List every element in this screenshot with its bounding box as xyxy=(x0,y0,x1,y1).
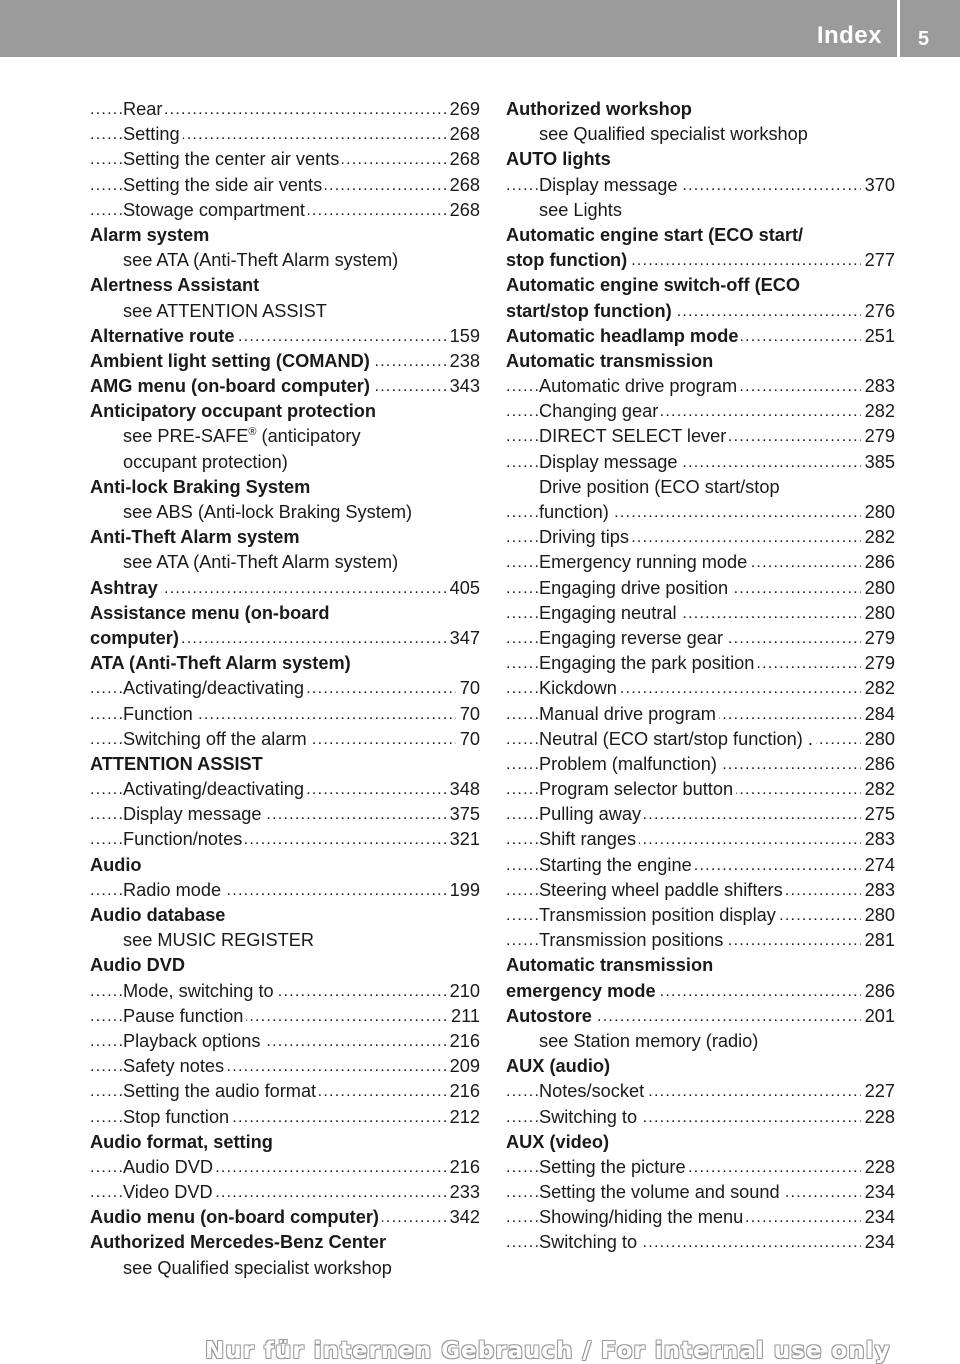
index-entry xyxy=(506,450,895,475)
index-entry xyxy=(506,1054,895,1079)
footer-watermark: Nur für internen Gebrauch / For internal use only xyxy=(205,1338,891,1364)
page-ref: 286 xyxy=(861,550,895,575)
page-ref: 283 xyxy=(861,827,895,852)
index-entry xyxy=(90,1155,480,1180)
index-entry xyxy=(506,1155,895,1180)
index-entry xyxy=(90,173,480,198)
page-ref: 233 xyxy=(446,1180,480,1205)
page-ref: 283 xyxy=(861,878,895,903)
index-entry xyxy=(90,752,480,777)
index-entry xyxy=(90,273,480,298)
entry-text: see ATA (Anti-Theft Alarm system) xyxy=(123,250,401,270)
entry-text: Program selector button xyxy=(539,779,736,799)
entry-text: Authorized Mercedes-Benz Center xyxy=(90,1232,389,1252)
index-entry xyxy=(506,651,895,676)
entry-text: Activating/deactivating xyxy=(123,779,307,799)
index-entry xyxy=(90,299,480,324)
entry-text: Driving tips xyxy=(539,527,632,547)
index-entry xyxy=(506,878,895,903)
index-column-right xyxy=(506,97,895,1256)
entry-text: see PRE-SAFE® (anticipatory xyxy=(123,426,364,446)
index-entry xyxy=(90,1105,480,1130)
page-ref: 321 xyxy=(446,827,480,852)
index-entry xyxy=(506,223,895,248)
index-entry xyxy=(90,853,480,878)
index-entry xyxy=(506,299,895,324)
page-ref: 280 xyxy=(861,727,895,752)
entry-text: Switching off the alarm xyxy=(123,729,310,749)
entry-text: Anticipatory occupant protection xyxy=(90,401,379,421)
entry-text: Autostore xyxy=(506,1006,595,1026)
index-entry xyxy=(506,1205,895,1230)
index-entry xyxy=(90,802,480,827)
entry-text: stop function) xyxy=(506,250,630,270)
page-ref: 286 xyxy=(861,752,895,777)
index-entry xyxy=(90,827,480,852)
header-divider xyxy=(897,0,900,57)
index-entry xyxy=(90,601,480,626)
entry-text: AUX (audio) xyxy=(506,1056,613,1076)
entry-text: Notes/socket xyxy=(539,1081,647,1101)
entry-text: Automatic engine start (ECO start/ xyxy=(506,225,806,245)
index-entry xyxy=(90,450,480,475)
page-ref: 216 xyxy=(446,1079,480,1104)
entry-text: Setting the center air vents xyxy=(123,149,342,169)
index-entry xyxy=(90,97,480,122)
index-entry xyxy=(90,676,480,701)
index-entry xyxy=(506,550,895,575)
index-entry xyxy=(506,500,895,525)
entry-text: see MUSIC REGISTER xyxy=(123,930,317,950)
index-entry xyxy=(90,349,480,374)
page-ref: 234 xyxy=(861,1230,895,1255)
entry-text: AMG menu (on-board computer) xyxy=(90,376,373,396)
page-ref: 280 xyxy=(861,601,895,626)
entry-text: Alarm system xyxy=(90,225,212,245)
index-entry xyxy=(506,525,895,550)
page-ref: 375 xyxy=(446,802,480,827)
index-entry xyxy=(90,1205,480,1230)
page-ref: 159 xyxy=(446,324,480,349)
index-column-left xyxy=(90,97,480,1281)
index-entry xyxy=(90,198,480,223)
page-ref: 216 xyxy=(446,1155,480,1180)
entry-text: Display message xyxy=(123,804,264,824)
index-entry xyxy=(506,1180,895,1205)
entry-text: Audio DVD xyxy=(90,955,188,975)
page-ref: 268 xyxy=(446,173,480,198)
index-entry xyxy=(90,1079,480,1104)
entry-text: ATTENTION ASSIST xyxy=(90,754,266,774)
index-entry xyxy=(90,626,480,651)
entry-text: AUX (video) xyxy=(506,1132,612,1152)
entry-text: Drive position (ECO start/stop xyxy=(539,477,783,497)
index-entry xyxy=(506,802,895,827)
entry-text: Pause function xyxy=(123,1006,246,1026)
entry-text: Neutral (ECO start/stop function) . xyxy=(539,729,816,749)
page-ref: 274 xyxy=(861,853,895,878)
index-entry xyxy=(90,424,480,449)
index-entry xyxy=(506,777,895,802)
index-entry xyxy=(506,1105,895,1130)
index-entry xyxy=(90,1054,480,1079)
page-ref: 268 xyxy=(446,147,480,172)
index-entry xyxy=(90,1180,480,1205)
index-entry xyxy=(506,198,895,223)
index-entry xyxy=(506,349,895,374)
index-entry xyxy=(90,953,480,978)
entry-text: Video DVD xyxy=(123,1182,216,1202)
index-entry xyxy=(506,273,895,298)
entry-text: Stowage compartment xyxy=(123,200,308,220)
page-ref: 227 xyxy=(861,1079,895,1104)
page-ref: 385 xyxy=(861,450,895,475)
entry-text: Setting the volume and sound xyxy=(539,1182,783,1202)
index-entry xyxy=(506,601,895,626)
entry-text: DIRECT SELECT lever xyxy=(539,426,729,446)
entry-text: Automatic transmission xyxy=(506,955,716,975)
index-entry xyxy=(506,1029,895,1054)
entry-text: Audio DVD xyxy=(123,1157,216,1177)
page-ref: 280 xyxy=(861,576,895,601)
page-ref: 279 xyxy=(861,651,895,676)
entry-text: Transmission positions xyxy=(539,930,726,950)
index-entry xyxy=(90,374,480,399)
entry-text: emergency mode xyxy=(506,981,659,1001)
entry-text: Alertness Assistant xyxy=(90,275,262,295)
index-entry xyxy=(90,903,480,928)
page-ref: 275 xyxy=(861,802,895,827)
index-entry xyxy=(90,1256,480,1281)
page-ref: 282 xyxy=(861,525,895,550)
index-entry xyxy=(506,1130,895,1155)
index-entry xyxy=(90,147,480,172)
entry-text: Rear xyxy=(123,99,165,119)
index-entry xyxy=(90,500,480,525)
entry-text: see Qualified specialist workshop xyxy=(539,124,811,144)
entry-text: Switching to xyxy=(539,1232,640,1252)
entry-text: Engaging drive position xyxy=(539,578,731,598)
entry-text: Activating/deactivating xyxy=(123,678,307,698)
entry-text: Pulling away xyxy=(539,804,644,824)
entry-text: Alternative route xyxy=(90,326,238,346)
index-entry xyxy=(90,1004,480,1029)
page-ref: 70 xyxy=(456,702,480,727)
entry-text: Display message xyxy=(539,452,680,472)
index-entry xyxy=(90,928,480,953)
entry-text: Showing/hiding the menu xyxy=(539,1207,746,1227)
entry-text: ATA (Anti-Theft Alarm system) xyxy=(90,653,354,673)
index-entry xyxy=(506,1079,895,1104)
index-entry xyxy=(506,173,895,198)
entry-text: occupant protection) xyxy=(123,452,291,472)
entry-text: Starting the engine xyxy=(539,855,695,875)
page-ref: 228 xyxy=(861,1105,895,1130)
entry-text: Switching to xyxy=(539,1107,640,1127)
page-ref: 212 xyxy=(446,1105,480,1130)
page-ref: 70 xyxy=(456,676,480,701)
page-ref: 281 xyxy=(861,928,895,953)
index-entry xyxy=(506,248,895,273)
index-entry xyxy=(506,374,895,399)
entry-text: Manual drive program xyxy=(539,704,719,724)
entry-text: Kickdown xyxy=(539,678,620,698)
page-ref: 282 xyxy=(861,399,895,424)
index-entry xyxy=(90,248,480,273)
entry-text: Stop function xyxy=(123,1107,232,1127)
entry-text: Setting the picture xyxy=(539,1157,689,1177)
page-ref: 343 xyxy=(446,374,480,399)
index-entry xyxy=(506,97,895,122)
page-ref: 370 xyxy=(861,173,895,198)
entry-text: Automatic drive program xyxy=(539,376,740,396)
page-ref: 199 xyxy=(446,878,480,903)
index-entry xyxy=(506,903,895,928)
page-ref: 282 xyxy=(861,676,895,701)
entry-text: Steering wheel paddle shifters xyxy=(539,880,786,900)
entry-text: Anti-Theft Alarm system xyxy=(90,527,303,547)
entry-text: Assistance menu (on-board xyxy=(90,603,333,623)
index-entry xyxy=(506,324,895,349)
entry-text: computer) xyxy=(90,628,182,648)
entry-text: Playback options xyxy=(123,1031,264,1051)
index-entry xyxy=(90,979,480,1004)
entry-text: Transmission position display xyxy=(539,905,779,925)
entry-text: Safety notes xyxy=(123,1056,227,1076)
page-ref: 279 xyxy=(861,626,895,651)
index-entry xyxy=(90,1230,480,1255)
index-entry xyxy=(90,702,480,727)
index-entry xyxy=(506,827,895,852)
page-ref: 251 xyxy=(861,324,895,349)
index-entry xyxy=(90,550,480,575)
page-ref: 70 xyxy=(456,727,480,752)
entry-text: Engaging the park position xyxy=(539,653,757,673)
index-entry xyxy=(90,1029,480,1054)
index-entry xyxy=(90,475,480,500)
page-ref: 286 xyxy=(861,979,895,1004)
entry-text: Function xyxy=(123,704,196,724)
entry-text: Setting xyxy=(123,124,183,144)
page-ref: 279 xyxy=(861,424,895,449)
index-entry xyxy=(506,953,895,978)
entry-text: Function/notes xyxy=(123,829,245,849)
index-entry xyxy=(90,1130,480,1155)
page-ref: 284 xyxy=(861,702,895,727)
page-title: Index xyxy=(816,22,882,49)
page-ref: 276 xyxy=(861,299,895,324)
entry-text: Shift ranges xyxy=(539,829,639,849)
index-entry xyxy=(90,651,480,676)
entry-text: Audio format, setting xyxy=(90,1132,276,1152)
page-ref: 234 xyxy=(861,1180,895,1205)
entry-text: Anti-lock Braking System xyxy=(90,477,313,497)
page-ref: 348 xyxy=(446,777,480,802)
entry-text: Setting the side air vents xyxy=(123,175,325,195)
page-ref: 280 xyxy=(861,500,895,525)
page-ref: 234 xyxy=(861,1205,895,1230)
index-entry xyxy=(90,399,480,424)
page-ref: 282 xyxy=(861,777,895,802)
page-ref: 280 xyxy=(861,903,895,928)
entry-text: Radio mode xyxy=(123,880,224,900)
index-entry xyxy=(90,324,480,349)
page-ref: 210 xyxy=(446,979,480,1004)
entry-text: Emergency running mode xyxy=(539,552,750,572)
entry-text: function) xyxy=(539,502,612,522)
entry-text: Ambient light setting (COMAND) xyxy=(90,351,373,371)
entry-text: Authorized workshop xyxy=(506,99,695,119)
entry-text: Automatic engine switch-off (ECO xyxy=(506,275,803,295)
index-entry xyxy=(506,727,895,752)
index-entry xyxy=(90,576,480,601)
index-entry xyxy=(506,147,895,172)
page-ref: 269 xyxy=(446,97,480,122)
entry-text: Mode, switching to xyxy=(123,981,277,1001)
entry-text: Audio database xyxy=(90,905,228,925)
page-ref: 201 xyxy=(861,1004,895,1029)
entry-text: see ATTENTION ASSIST xyxy=(123,301,330,321)
entry-text: Problem (malfunction) xyxy=(539,754,720,774)
entry-text: Engaging reverse gear xyxy=(539,628,726,648)
index-entry xyxy=(506,626,895,651)
entry-text: Ashtray xyxy=(90,578,161,598)
index-entry xyxy=(90,223,480,248)
page-ref: 238 xyxy=(446,349,480,374)
index-entry xyxy=(506,979,895,1004)
entry-text: Changing gear xyxy=(539,401,661,421)
entry-text: start/stop function) xyxy=(506,301,675,321)
page-ref: 209 xyxy=(446,1054,480,1079)
entry-text: see ABS (Anti-lock Braking System) xyxy=(123,502,415,522)
index-entry xyxy=(506,475,895,500)
index-entry xyxy=(90,777,480,802)
index-entry xyxy=(506,424,895,449)
index-entry xyxy=(90,878,480,903)
page-ref: 268 xyxy=(446,198,480,223)
entry-text: see Lights xyxy=(539,200,625,220)
page-ref: 283 xyxy=(861,374,895,399)
page-ref: 342 xyxy=(446,1205,480,1230)
entry-text: see Station memory (radio) xyxy=(539,1031,761,1051)
index-entry xyxy=(506,853,895,878)
index-entry xyxy=(90,122,480,147)
index-entry xyxy=(506,576,895,601)
index-entry xyxy=(90,525,480,550)
page-ref: 211 xyxy=(447,1004,480,1029)
header-bar xyxy=(0,0,960,57)
entry-text: Automatic transmission xyxy=(506,351,716,371)
page-ref: 228 xyxy=(861,1155,895,1180)
page-ref: 347 xyxy=(446,626,480,651)
index-entry xyxy=(506,399,895,424)
page-ref: 216 xyxy=(446,1029,480,1054)
entry-text: Setting the audio format xyxy=(123,1081,319,1101)
index-entry xyxy=(506,928,895,953)
index-entry xyxy=(506,676,895,701)
index-entry xyxy=(506,1004,895,1029)
index-entry xyxy=(506,702,895,727)
entry-text: Audio xyxy=(90,855,145,875)
index-entry xyxy=(506,752,895,777)
page-ref: 277 xyxy=(861,248,895,273)
page-ref: 405 xyxy=(446,576,480,601)
entry-text: Engaging neutral xyxy=(539,603,680,623)
entry-text: see Qualified specialist workshop xyxy=(123,1258,395,1278)
page-number: 5 xyxy=(918,28,930,50)
entry-text: see ATA (Anti-Theft Alarm system) xyxy=(123,552,401,572)
entry-text: AUTO lights xyxy=(506,149,614,169)
entry-text: Automatic headlamp mode xyxy=(506,326,741,346)
page-ref: 268 xyxy=(446,122,480,147)
entry-text: Audio menu (on-board computer) xyxy=(90,1207,382,1227)
entry-text: Display message xyxy=(539,175,680,195)
index-entry xyxy=(90,727,480,752)
index-entry xyxy=(506,1230,895,1255)
index-entry xyxy=(506,122,895,147)
